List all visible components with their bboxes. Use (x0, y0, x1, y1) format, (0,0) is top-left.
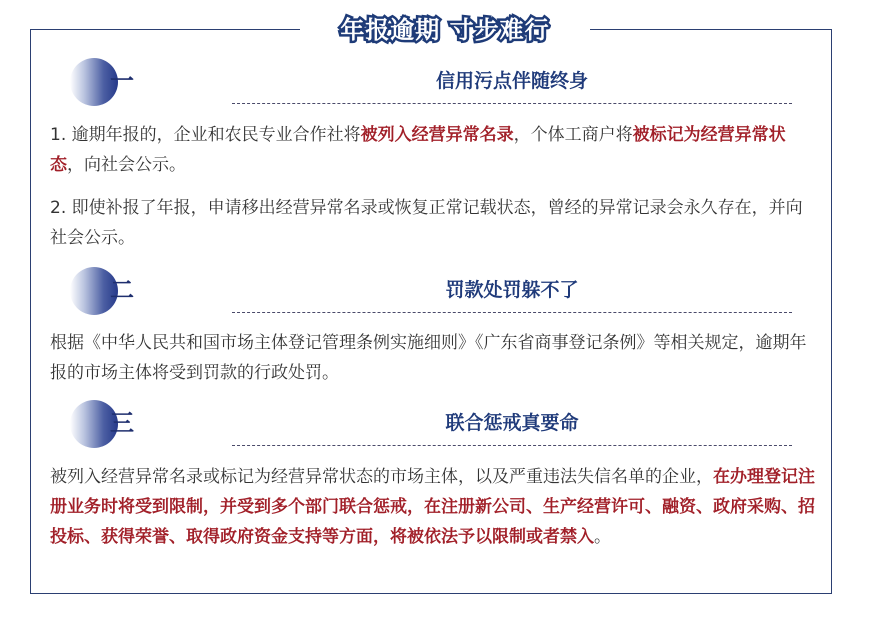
section-header-3 (0, 400, 879, 450)
section-header-1 (0, 58, 879, 108)
paragraph (50, 328, 818, 388)
section-numeral: 二 (110, 276, 134, 304)
section-numeral: 三 (110, 409, 134, 437)
text-run: 根据《中华人民共和国市场主体登记管理条例实施细则》《广东省商事登记条例》等相关规定，逾期年报的市场主体将受到罚款的行政处罚。 (50, 333, 807, 383)
paragraph (50, 193, 818, 253)
section-heading: 罚款处罚躲不了 (445, 279, 579, 301)
dotted-divider (232, 445, 792, 446)
paragraph (50, 120, 818, 180)
text-run: ，向社会公示。 (67, 155, 186, 175)
text-run: 2. 即使补报了年报，申请移出经营异常名录或恢复正常记载状态，曾经的异常记录会永久存在，并向社会公示。 (50, 198, 803, 248)
paragraph (50, 462, 818, 552)
text-run: 。 (594, 527, 611, 547)
section-heading: 信用污点伴随终身 (435, 70, 588, 92)
highlight-text: 被列入经营异常名录 (360, 125, 514, 145)
text-run: 被列入经营异常名录或标记为经营异常状态的市场主体，以及严重违法失信名单的企业， (50, 467, 713, 487)
section-header-2 (0, 267, 879, 317)
highlight-text: 在办理登记注册业务时将受到限制，并受到多个部门联合惩戒，在注册新公司、生产经营许可、融资、政府采购、招投标、获得荣誉、取得政府资金支持等方面，将被依法予以限制或者禁入 (50, 467, 815, 547)
dotted-divider (232, 312, 792, 313)
section-numeral: 一 (110, 67, 134, 95)
highlight-text: 被标记为经营异常状态 (50, 125, 786, 175)
page-title: 年报逾期 寸步难行 (300, 11, 590, 49)
text-run: 1. 逾期年报的，企业和农民专业合作社将 (50, 125, 361, 145)
section-heading: 联合惩戒真要命 (445, 412, 579, 434)
dotted-divider (232, 103, 792, 104)
text-run: ，个体工商户将 (513, 125, 633, 145)
